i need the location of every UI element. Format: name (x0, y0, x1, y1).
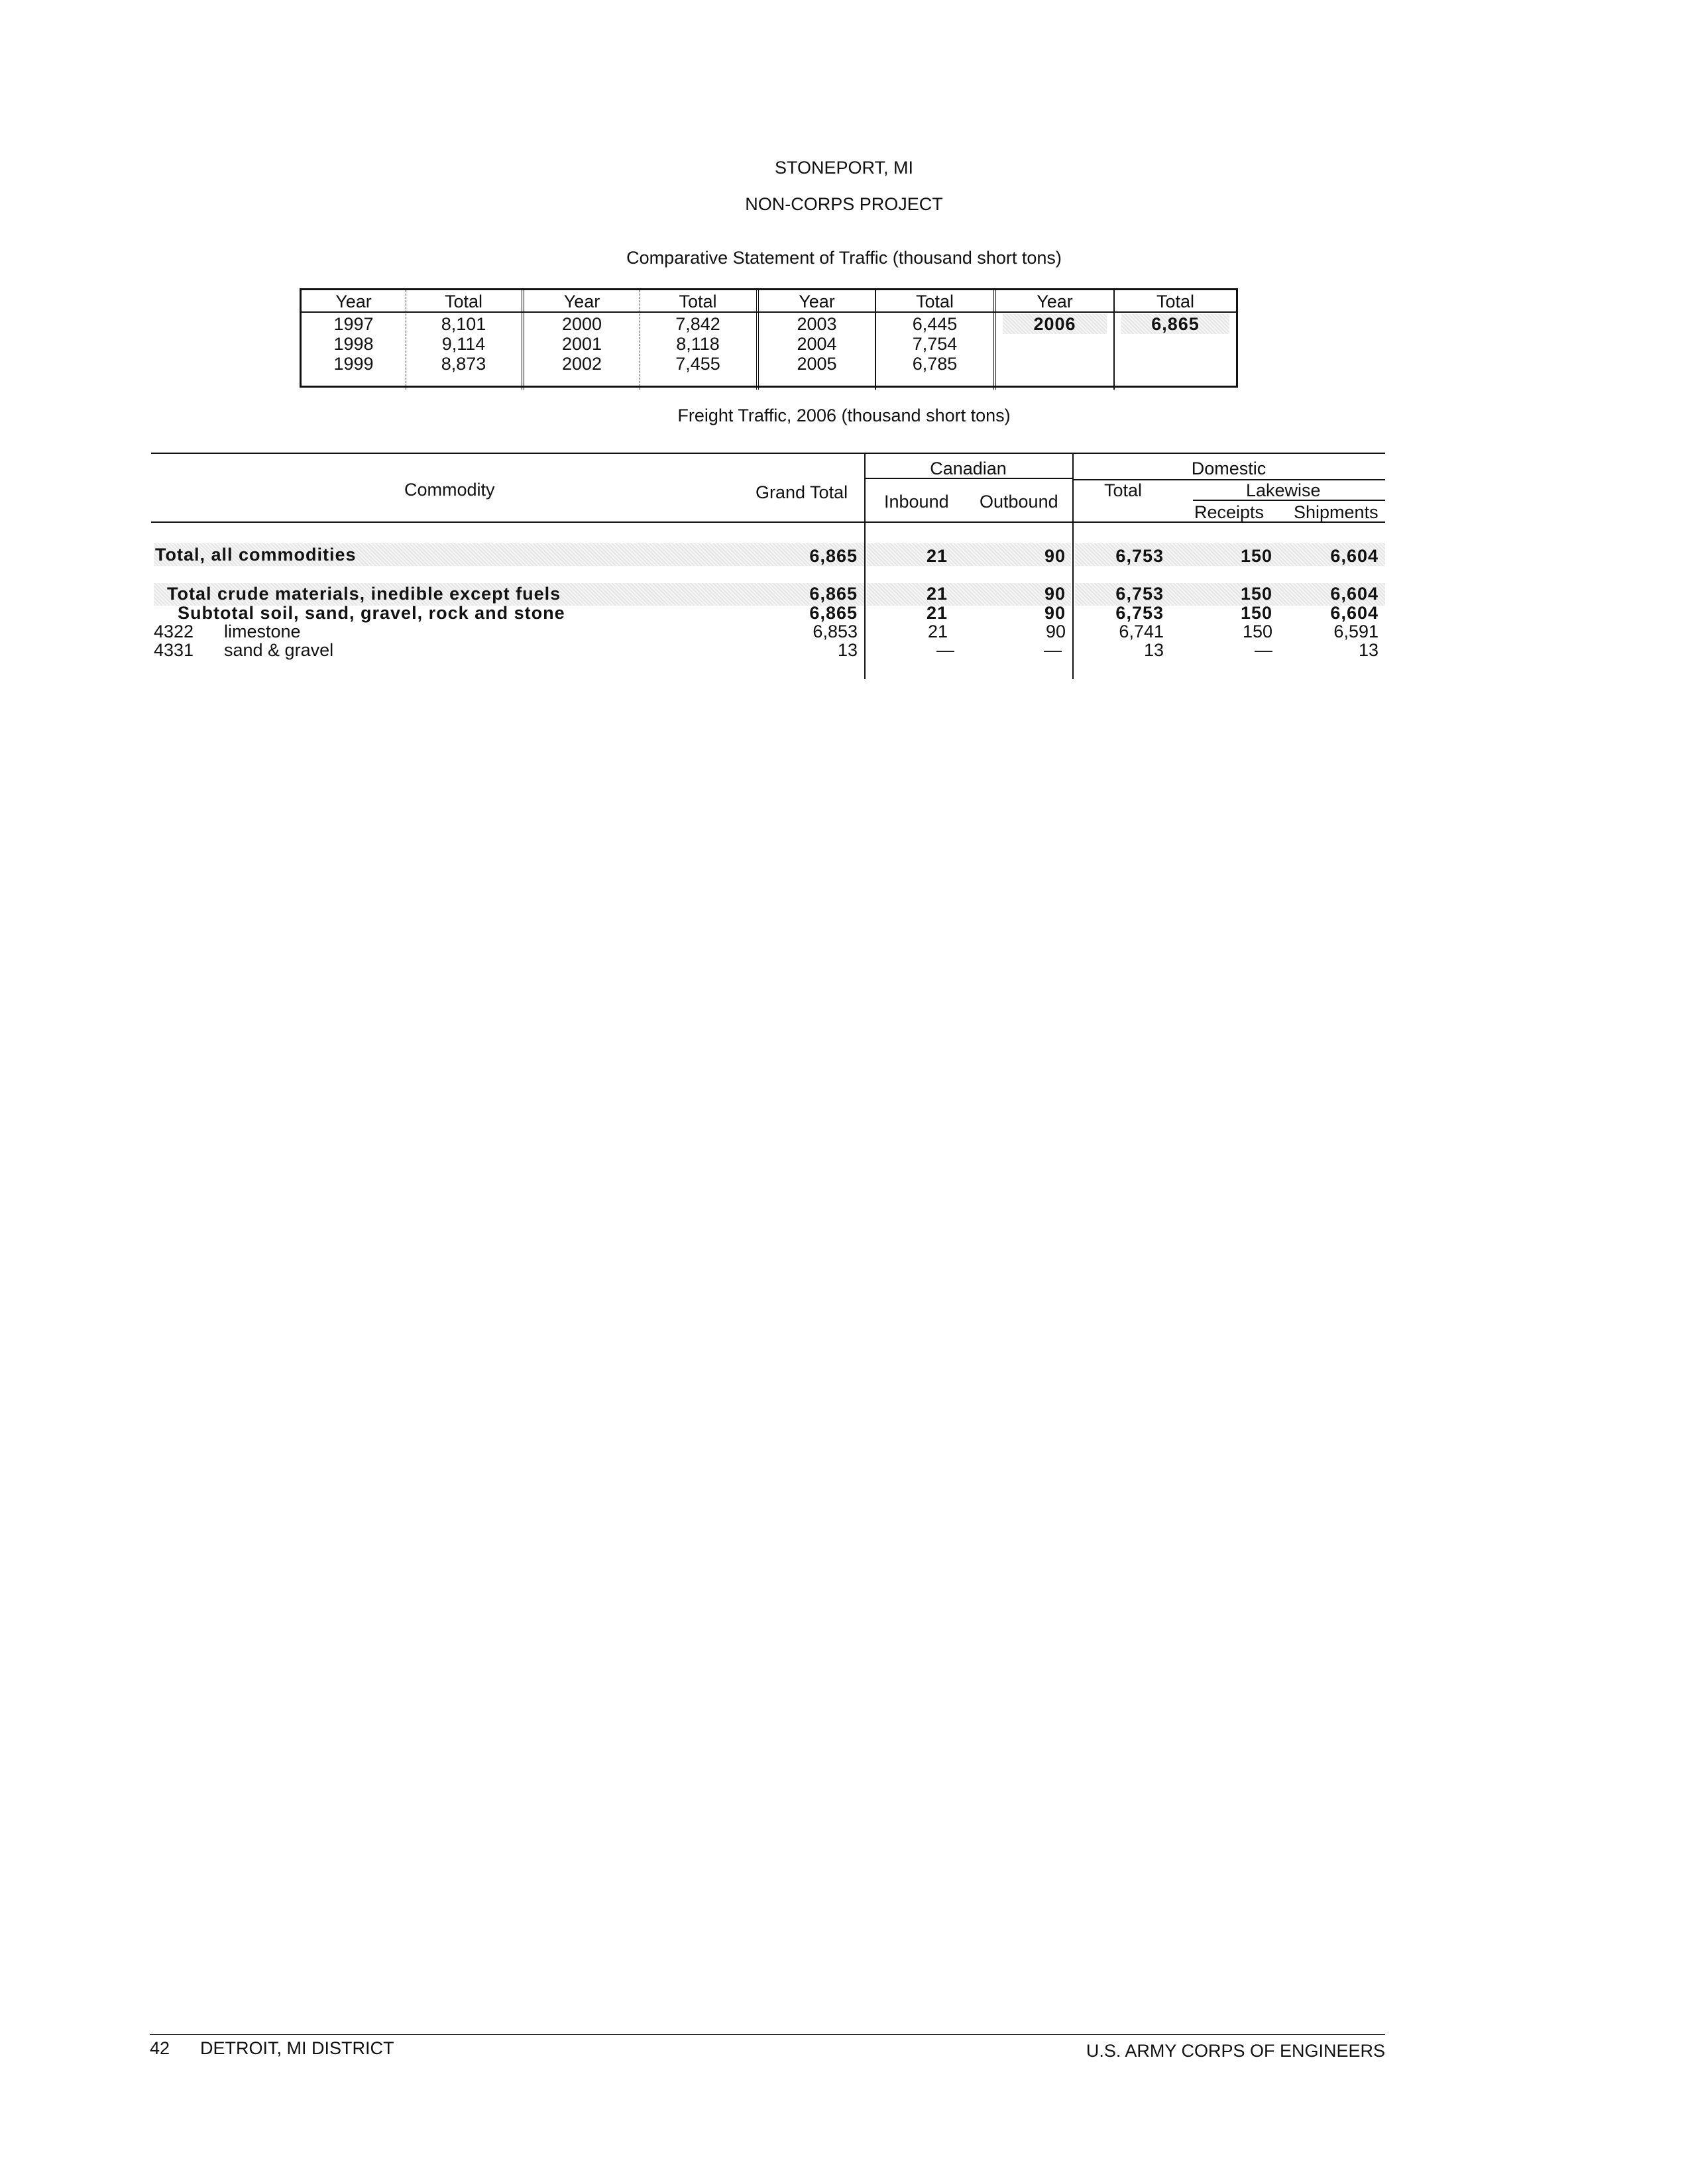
year-header: Year (1037, 292, 1073, 311)
outbound-cell: 90 (1045, 622, 1066, 641)
page-number: 42 (150, 2038, 170, 2058)
commodity-label: Total, all commodities (155, 545, 357, 565)
project-type: NON-CORPS PROJECT (745, 194, 943, 214)
total-cell: 8,873 (441, 354, 486, 374)
year-cell: 1997 (333, 314, 374, 334)
year-cell: 2005 (797, 354, 837, 374)
domestic-total-header: Total (1104, 480, 1143, 500)
commodity-label: sand & gravel (224, 640, 334, 660)
total-cell: 7,754 (912, 334, 958, 354)
total-cell: 7,455 (675, 354, 720, 374)
shipments-cell: 6,604 (1330, 603, 1379, 623)
shipments-cell: 6,591 (1333, 622, 1379, 641)
outbound-cell: 90 (1044, 603, 1066, 623)
outbound-cell: — (1044, 640, 1062, 660)
domestic-total-cell: 6,741 (1119, 622, 1164, 641)
year-cell: 2001 (561, 334, 602, 354)
shipments-header: Shipments (1294, 502, 1379, 522)
year-header: Year (563, 292, 600, 311)
location-title: STONEPORT, MI (774, 158, 914, 178)
grand-total-cell: 6,865 (809, 546, 858, 566)
total-cell: 6,865 (1121, 314, 1229, 334)
freight-title: Freight Traffic, 2006 (thousand short tons) (677, 406, 1011, 425)
total-column-2 (640, 290, 756, 390)
domestic-total-cell: 13 (1143, 640, 1164, 660)
shipments-cell: 6,604 (1330, 584, 1379, 604)
year-column-2 (524, 290, 640, 390)
grand-total-cell: 13 (837, 640, 858, 660)
footer-rule (150, 2034, 1385, 2035)
total-column-4 (1115, 290, 1236, 390)
outbound-cell: 90 (1044, 546, 1066, 566)
domestic-total-cell: 6,753 (1115, 584, 1164, 604)
comparative-table (300, 288, 1238, 388)
canadian-header: Canadian (930, 459, 1007, 478)
year-cell: 1999 (333, 354, 374, 374)
receipts-cell: 150 (1242, 622, 1272, 641)
receipts-cell: 150 (1240, 603, 1272, 623)
total-header: Total (679, 292, 717, 311)
grand-total-cell: 6,865 (809, 603, 858, 623)
total-column-1 (406, 290, 522, 390)
year-cell: 2002 (561, 354, 602, 374)
grand-total-header: Grand Total (756, 482, 848, 502)
outbound-cell: 90 (1044, 584, 1066, 604)
commodity-label: Total crude materials, inedible except fuels (167, 584, 561, 604)
total-cell: 9,114 (441, 334, 486, 354)
outbound-header: Outbound (980, 492, 1058, 512)
shipments-cell: 6,604 (1330, 546, 1379, 566)
domestic-total-cell: 6,753 (1115, 603, 1164, 623)
year-header: Year (335, 292, 372, 311)
domestic-header: Domestic (1191, 459, 1266, 478)
total-column-3 (876, 290, 993, 390)
commodity-code: 4331 (154, 640, 194, 660)
year-cell: 2003 (797, 314, 837, 334)
commodity-label: limestone (224, 622, 301, 641)
commodity-label: Subtotal soil, sand, gravel, rock and stone (178, 603, 565, 623)
inbound-cell: — (936, 640, 954, 660)
year-cell: 1998 (333, 334, 374, 354)
receipts-header: Receipts (1194, 502, 1265, 522)
receipts-cell: — (1255, 640, 1272, 660)
year-header: Year (799, 292, 835, 311)
total-cell: 8,118 (676, 334, 720, 354)
year-column-3 (759, 290, 875, 390)
shipments-cell: 13 (1358, 640, 1379, 660)
total-header: Total (1156, 292, 1195, 311)
year-cell: 2000 (561, 314, 602, 334)
domestic-total-cell: 6,753 (1115, 546, 1164, 566)
agency-name: U.S. ARMY CORPS OF ENGINEERS (1086, 2041, 1385, 2061)
total-cell: 6,785 (912, 354, 958, 374)
commodity-code: 4322 (154, 622, 194, 641)
lakewise-header: Lakewise (1246, 480, 1321, 500)
total-cell: 7,842 (675, 314, 720, 334)
total-header: Total (444, 292, 483, 311)
year-column-1 (302, 290, 406, 390)
grand-total-cell: 6,865 (809, 584, 858, 604)
total-cell: 8,101 (441, 314, 486, 334)
inbound-cell: 21 (926, 546, 948, 566)
district-name: DETROIT, MI DISTRICT (200, 2038, 394, 2058)
year-cell: 2004 (797, 334, 837, 354)
year-column-4 (996, 290, 1113, 390)
receipts-cell: 150 (1240, 546, 1272, 566)
total-cell: 6,445 (912, 314, 958, 334)
commodity-header: Commodity (404, 480, 495, 500)
inbound-cell: 21 (927, 622, 948, 641)
total-header: Total (915, 292, 954, 311)
inbound-header: Inbound (884, 492, 949, 512)
inbound-cell: 21 (926, 584, 948, 604)
year-cell: 2006 (1003, 314, 1107, 334)
grand-total-cell: 6,853 (813, 622, 858, 641)
comparative-title: Comparative Statement of Traffic (thousand short tons) (626, 248, 1062, 268)
inbound-cell: 21 (926, 603, 948, 623)
receipts-cell: 150 (1240, 584, 1272, 604)
